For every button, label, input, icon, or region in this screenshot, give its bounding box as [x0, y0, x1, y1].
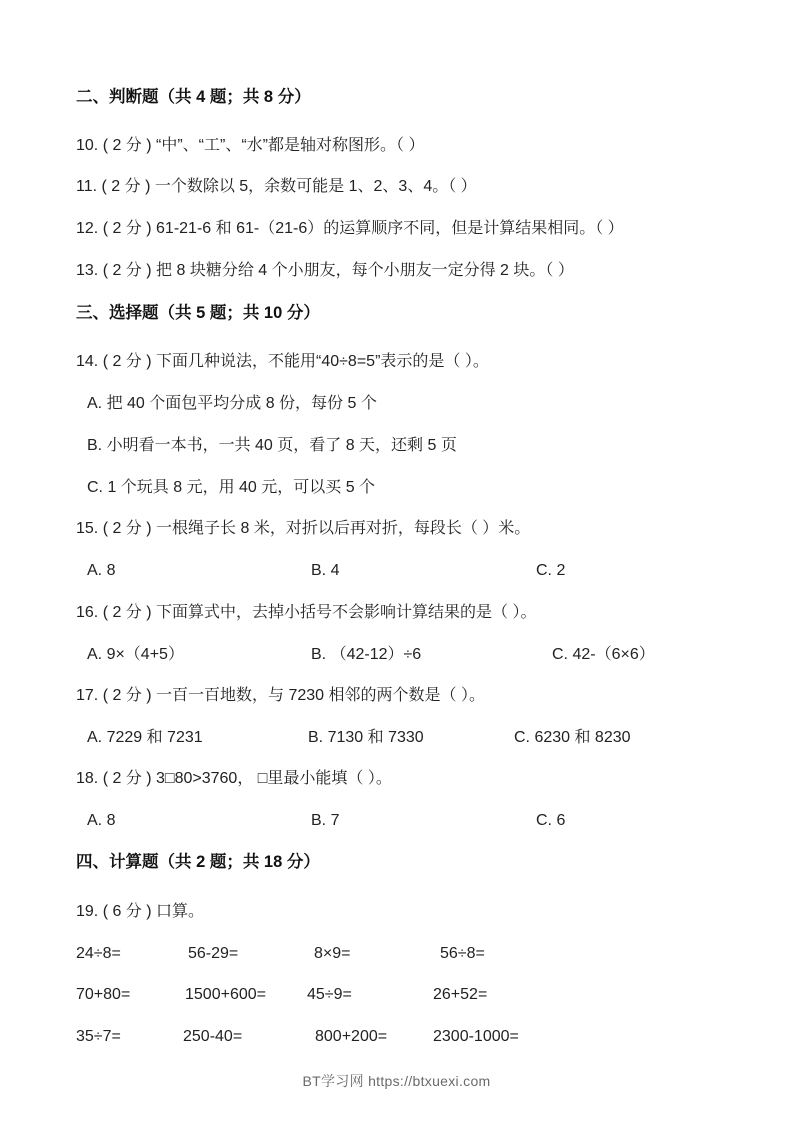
- question-16: 16. ( 2 分 ) 下面算式中，去掉小括号不会影响计算结果的是（ ）。: [76, 604, 537, 621]
- question-11: 11. ( 2 分 ) 一个数除以 5，余数可能是 1、2、3、4。（ ）: [76, 178, 477, 195]
- question-18-option-a: A. 8: [87, 812, 116, 829]
- calc-item: 56÷8=: [440, 945, 485, 962]
- calc-item: 2300-1000=: [433, 1028, 519, 1045]
- calc-item: 1500+600=: [185, 986, 266, 1003]
- calc-row-2: [0, 985, 793, 1005]
- question-18-option-c: C. 6: [536, 812, 566, 829]
- question-16-option-b: B. （42-12）÷6: [311, 646, 422, 663]
- section-title-choice: 三、选择题（共 5 题；共 10 分）: [76, 304, 320, 322]
- question-17-options: [0, 728, 793, 748]
- question-15-option-b: B. 4: [311, 562, 340, 579]
- calc-item: 45÷9=: [307, 986, 352, 1003]
- question-15-option-c: C. 2: [536, 562, 566, 579]
- question-13: 13. ( 2 分 ) 把 8 块糖分给 4 个小朋友，每个小朋友一定分得 2 块。（ ）: [76, 262, 574, 279]
- calc-item: 35÷7=: [76, 1028, 121, 1045]
- question-18: 18. ( 2 分 ) 3□80>3760， □里最小能填（ ）。: [76, 770, 392, 787]
- question-17-option-c: C. 6230 和 8230: [514, 729, 631, 746]
- calc-item: 24÷8=: [76, 945, 121, 962]
- question-15-options: [0, 561, 793, 581]
- question-17: 17. ( 2 分 ) 一百一百地数，与 7230 相邻的两个数是（ ）。: [76, 687, 485, 704]
- calc-item: 8×9=: [314, 945, 351, 962]
- calc-item: 70+80=: [76, 986, 131, 1003]
- calc-row-1: [0, 944, 793, 964]
- question-15-option-a: A. 8: [87, 562, 116, 579]
- question-18-options: [0, 811, 793, 831]
- question-14-option-c: C. 1 个玩具 8 元，用 40 元，可以买 5 个: [87, 479, 376, 496]
- question-16-option-c: C. 42-（6×6）: [552, 646, 655, 663]
- question-10: 10. ( 2 分 ) “中”、“工”、“水”都是轴对称图形。（ ）: [76, 137, 425, 154]
- calc-item: 800+200=: [315, 1028, 388, 1045]
- footer-watermark: BT学习网 https://btxuexi.com: [302, 1073, 491, 1089]
- calc-item: 250-40=: [183, 1028, 243, 1045]
- question-18-option-b: B. 7: [311, 812, 340, 829]
- calc-item: 26+52=: [433, 986, 488, 1003]
- question-14: 14. ( 2 分 ) 下面几种说法，不能用“40÷8=5”表示的是（ ）。: [76, 353, 489, 370]
- question-17-option-b: B. 7130 和 7330: [308, 729, 424, 746]
- section-title-judge: 二、判断题（共 4 题；共 8 分）: [76, 88, 311, 106]
- calc-row-3: [0, 1027, 793, 1047]
- question-14-option-a: A. 把 40 个面包平均分成 8 份，每份 5 个: [87, 395, 377, 412]
- question-16-options: [0, 645, 793, 665]
- question-17-option-a: A. 7229 和 7231: [87, 729, 203, 746]
- question-12: 12. ( 2 分 ) 61-21-6 和 61-（21-6）的运算顺序不同，但是计算结果相同。（ ）: [76, 220, 624, 237]
- question-14-option-b: B. 小明看一本书，一共 40 页，看了 8 天，还剩 5 页: [87, 437, 457, 454]
- question-16-option-a: A. 9×（4+5）: [87, 646, 184, 663]
- question-15: 15. ( 2 分 ) 一根绳子长 8 米，对折以后再对折，每段长（ ）米。: [76, 520, 531, 537]
- question-19: 19. ( 6 分 ) 口算。: [76, 903, 205, 920]
- section-title-calc: 四、计算题（共 2 题；共 18 分）: [76, 853, 320, 871]
- calc-item: 56-29=: [188, 945, 239, 962]
